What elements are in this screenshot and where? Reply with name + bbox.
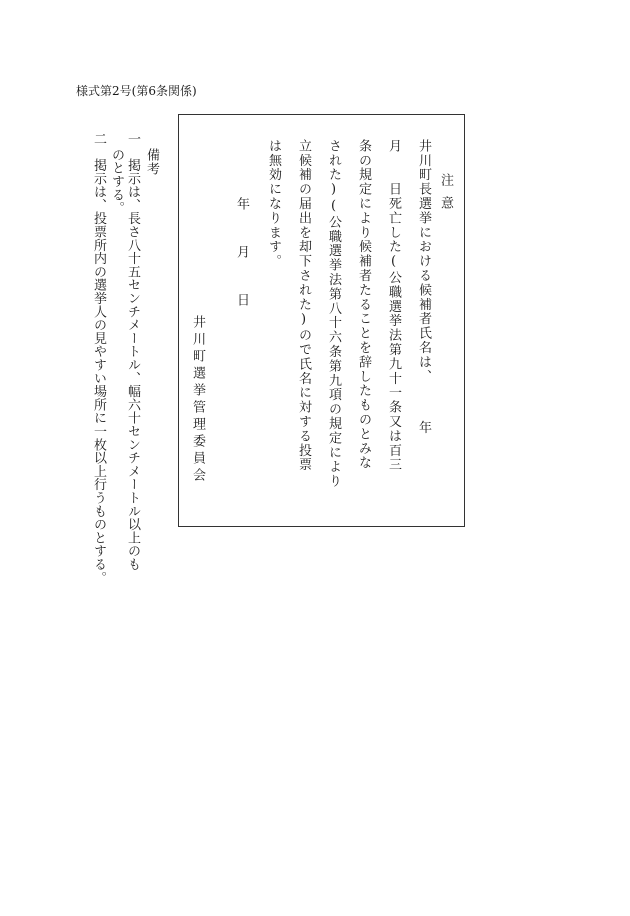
notice-line-1: 井川町長選挙における候補者氏名は、 年 [416, 139, 431, 435]
form-label: 様式第2号(第6条関係) [76, 84, 197, 98]
remarks-item-2: 二 掲示は、投票所内の選挙人の見やすい場所に一枚以上行うものとする。 [91, 132, 106, 585]
remarks-heading: 備考 [144, 148, 159, 176]
notice-date: 年 月 日 [234, 197, 249, 309]
notice-title: 注意 [438, 173, 453, 219]
remarks-item-1: 一 掲示は、長さ八十五センチメートル、幅六十センチメートル以上のも [125, 132, 140, 571]
notice-line-6: は無効になります。 [266, 139, 281, 269]
notice-line-2: 月 日死亡した(公職選挙法第九十一条又は百三 [386, 139, 401, 473]
notice-box [178, 114, 465, 527]
notice-line-5: 立候補の届出を却下された)ので氏名に対する投票 [296, 139, 311, 473]
notice-line-3: 条の規定により候補者たることを辞したものとみな [356, 139, 371, 471]
notice-line-4: された)(公職選挙法第八十六条第九項の規定により [326, 139, 341, 489]
remarks-item-1-continued: のとする。 [109, 148, 124, 215]
notice-issuer: 井川町選挙管理委員会 [190, 315, 205, 485]
